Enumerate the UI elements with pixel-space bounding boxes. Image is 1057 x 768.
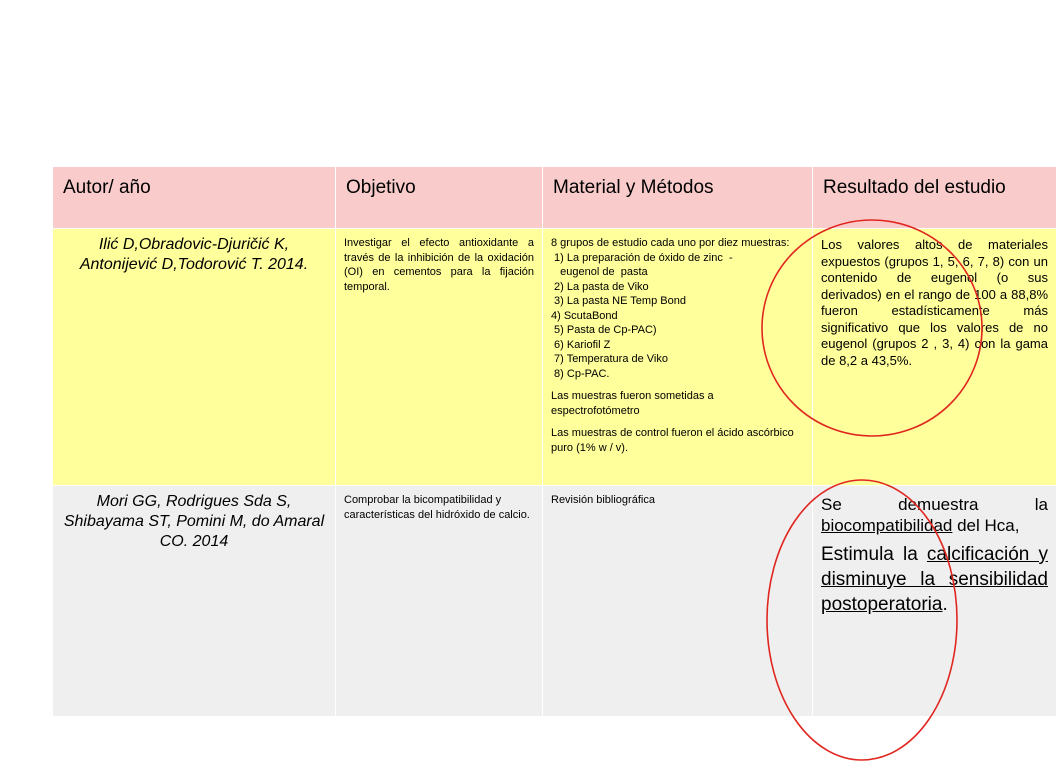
list-item: 3) La pasta NE Temp Bond <box>551 295 686 307</box>
literature-table <box>52 166 1057 717</box>
header-objective: Objetivo <box>336 167 543 229</box>
row2-objective: Comprobar la bicompatibilidad y características del hidróxido de calcio. <box>336 486 543 717</box>
row1-result: Los valores altos de materiales expuestos (grupos 1, 5, 6, 7, 8) con un contenido de eugenol (o sus derivados) en el rango de 100 a 88,8% fueron estadísticamente más significativo que los valores de no eugenol (grupos 2 , 3, 4) con la gama de 8,2 a 43,5%. <box>813 229 1057 486</box>
row1-methods-list <box>551 251 804 382</box>
table-row <box>53 486 1057 717</box>
list-item: 7) Temperatura de Viko <box>551 353 668 365</box>
row1-methods-note1: Las muestras fueron sometidas a espectrofotómetro <box>551 390 714 417</box>
list-item: 5) Pasta de Cp-PAC) <box>551 324 657 336</box>
header-row <box>53 167 1057 229</box>
row2-result <box>813 486 1057 717</box>
row1-methods-note2: Las muestras de control fueron el ácido ascórbico puro (1% w / v). <box>551 427 794 454</box>
row2-result-p2 <box>821 542 1048 617</box>
list-item: 8) Cp-PAC. <box>551 367 610 380</box>
result-text: . <box>942 594 948 615</box>
table-row <box>53 229 1057 486</box>
result-underlined: calcificación y disminuye la sensibilidad postoperatoria <box>821 544 1048 615</box>
header-result: Resultado del estudio <box>813 167 1057 229</box>
row2-result-p1 <box>821 494 1048 536</box>
row1-author: Ilić D,Obradovic-Djuričić K, Antonijević D,Todorović T. 2014. <box>53 229 336 486</box>
row1-methods-intro: 8 grupos de estudio cada uno por diez muestras: <box>551 237 790 249</box>
row1-methods <box>543 229 813 486</box>
result-underlined: biocompatibilidad <box>821 516 953 535</box>
row2-author: Mori GG, Rodrigues Sda S, Shibayama ST, Pomini M, do Amaral CO. 2014 <box>53 486 336 717</box>
header-methods: Material y Métodos <box>543 167 813 229</box>
list-item: 1) La preparación de óxido de zinc - <box>551 251 733 264</box>
list-item: eugenol de pasta <box>551 266 648 278</box>
list-item: 6) Kariofil Z <box>551 338 611 351</box>
row2-methods: Revisión bibliográfica <box>543 486 813 717</box>
row1-objective: Investigar el efecto antioxidante a través de la inhibición de la oxidación (OI) en cementos para la fijación temporal. <box>336 229 543 486</box>
result-text: del Hca, <box>952 516 1020 535</box>
result-text: Se demuestra la <box>821 495 1048 514</box>
result-text: Estimula la <box>821 544 927 565</box>
header-author: Autor/ año <box>53 167 336 229</box>
list-item: 2) La pasta de Viko <box>551 280 649 293</box>
list-item: 4) ScutaBond <box>551 309 618 322</box>
